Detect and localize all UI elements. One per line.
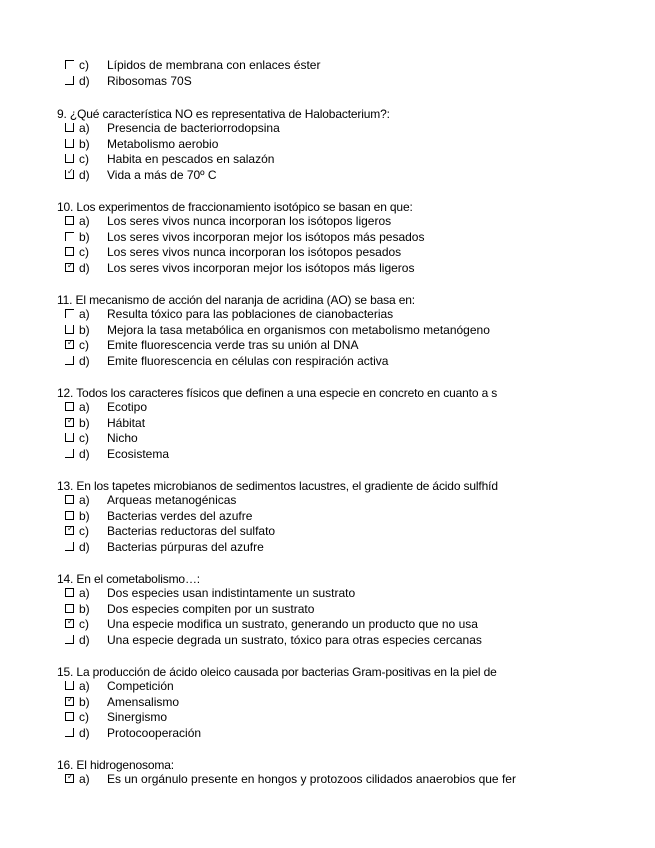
checkbox-icon[interactable] xyxy=(65,635,74,644)
checkmark-icon: ✓ xyxy=(67,166,74,176)
checked-checkbox-icon[interactable] xyxy=(65,340,74,349)
option-row xyxy=(57,726,547,742)
option-letter: d) xyxy=(79,167,90,182)
question-4 xyxy=(57,293,547,369)
checkmark-icon: ✓ xyxy=(67,415,74,425)
option-text: Los seres vivos nunca incorporan los isótopos pesados xyxy=(107,245,402,259)
checkmark-icon: ✓ xyxy=(67,772,74,781)
option-text: Es un orgánulo presente en hongos y protozoos cilidados anaerobios que fer xyxy=(107,772,516,786)
option-letter: c) xyxy=(79,245,89,259)
option-text: Dos especies compiten por un sustrato xyxy=(107,601,315,616)
option-letter: d) xyxy=(79,725,90,740)
option-letter: b) xyxy=(79,694,90,709)
option-row xyxy=(57,261,547,277)
option-row xyxy=(57,416,547,432)
option-text: Sinergismo xyxy=(107,710,168,724)
option-text: Amensalismo xyxy=(107,694,180,709)
option-text: Arqueas metanogénicas xyxy=(107,493,237,507)
option-text: Nicho xyxy=(107,431,138,445)
option-letter: a) xyxy=(79,214,90,228)
question-text: 14. En el cometabolismo…: xyxy=(57,572,200,586)
checked-checkbox-icon[interactable] xyxy=(65,774,74,783)
option-row xyxy=(57,121,547,137)
option-text: Metabolismo aerobio xyxy=(107,136,219,151)
option-row xyxy=(57,509,547,525)
checkbox-icon[interactable] xyxy=(65,123,74,132)
question-text: 16. El hidrogenosoma: xyxy=(57,758,174,772)
checkbox-icon[interactable] xyxy=(65,681,74,690)
option-letter: c) xyxy=(79,617,89,631)
option-letter: d) xyxy=(79,632,90,647)
checkbox-icon[interactable] xyxy=(65,154,74,163)
option-row xyxy=(57,633,547,649)
option-row xyxy=(57,695,547,711)
question-text: 13. En los tapetes microbianos de sedimentos lacustres, el gradiente de ácido sulfhíd xyxy=(57,479,498,493)
option-letter: a) xyxy=(79,400,90,414)
option-row xyxy=(57,710,547,726)
checkbox-icon[interactable] xyxy=(65,216,74,225)
question-6 xyxy=(57,479,547,555)
option-row xyxy=(57,354,547,370)
option-row xyxy=(57,586,547,602)
option-letter: d) xyxy=(79,73,90,88)
option-text: Emite fluorescencia verde tras su unión al DNA xyxy=(107,338,359,352)
option-row xyxy=(57,323,547,339)
option-row xyxy=(57,214,547,230)
option-text: Bacterias reductoras del sulfato xyxy=(107,524,276,538)
option-letter: c) xyxy=(79,58,89,72)
checked-checkbox-icon[interactable] xyxy=(65,415,74,427)
option-letter: a) xyxy=(79,679,90,693)
option-letter: b) xyxy=(79,508,90,523)
option-text: Una especie degrada un sustrato, tóxico para otras especies cercanas xyxy=(107,632,482,647)
option-text: Lípidos de membrana con enlaces éster xyxy=(107,58,321,72)
option-text: Emite fluorescencia en células con respiración activa xyxy=(107,353,389,368)
option-row xyxy=(57,602,547,618)
option-text: Ribosomas 70S xyxy=(107,73,192,88)
option-text: Bacterias púrpuras del azufre xyxy=(107,539,264,554)
checkbox-icon[interactable] xyxy=(65,728,74,737)
checkbox-icon[interactable] xyxy=(65,495,74,504)
option-row xyxy=(57,137,547,153)
option-letter: d) xyxy=(79,539,90,554)
option-row xyxy=(57,245,547,261)
checkbox-icon[interactable] xyxy=(65,232,74,241)
option-text: Ecotipo xyxy=(107,400,148,414)
option-row xyxy=(57,338,547,354)
option-text: Los seres vivos nunca incorporan los isótopos ligeros xyxy=(107,214,392,228)
option-row xyxy=(57,431,547,447)
option-text: Vida a más de 70º C xyxy=(107,167,217,182)
checkmark-icon: ✓ xyxy=(67,617,74,626)
option-letter: a) xyxy=(79,307,90,321)
option-text: Resulta tóxico para las poblaciones de cianobacterias xyxy=(107,307,394,321)
option-text: Mejora la tasa metabólica en organismos con metabolismo metanógeno xyxy=(107,322,490,337)
option-letter: d) xyxy=(79,446,90,461)
checkbox-icon[interactable] xyxy=(65,247,74,256)
option-text: Competición xyxy=(107,679,174,693)
checkbox-icon[interactable] xyxy=(65,309,74,318)
option-letter: b) xyxy=(79,136,90,151)
checkbox-icon[interactable] xyxy=(65,542,74,551)
checkmark-icon: ✓ xyxy=(67,694,74,704)
option-row xyxy=(57,230,547,246)
checkbox-icon[interactable] xyxy=(65,60,74,69)
option-row xyxy=(57,447,547,463)
option-letter: d) xyxy=(79,353,90,368)
option-letter: c) xyxy=(79,710,89,724)
question-text: 10. Los experimentos de fraccionamiento isotópico se basan en que: xyxy=(57,200,413,214)
checkbox-icon[interactable] xyxy=(65,588,74,597)
question-9 xyxy=(57,758,547,788)
checked-checkbox-icon[interactable] xyxy=(65,619,74,628)
question-text: 9. ¿Qué característica NO es representativa de Halobacterium?: xyxy=(57,107,390,121)
checked-checkbox-icon[interactable] xyxy=(65,694,74,706)
option-row xyxy=(57,152,547,168)
option-row xyxy=(57,400,547,416)
checkbox-icon[interactable] xyxy=(65,433,74,442)
checkbox-icon[interactable] xyxy=(65,76,74,85)
checkmark-icon: ✓ xyxy=(67,260,74,270)
option-letter: a) xyxy=(79,772,90,786)
option-letter: a) xyxy=(79,586,90,600)
question-text: 12. Todos los caracteres físicos que definen a una especie en concreto en cuanto a s xyxy=(57,386,498,400)
checkbox-icon[interactable] xyxy=(65,325,74,334)
option-letter: c) xyxy=(79,431,89,445)
option-row xyxy=(57,307,547,323)
checkbox-icon[interactable] xyxy=(65,712,74,721)
checkbox-icon[interactable] xyxy=(65,356,74,365)
question-5 xyxy=(57,386,547,462)
question-2 xyxy=(57,107,547,183)
option-letter: a) xyxy=(79,121,90,135)
option-row xyxy=(57,540,547,556)
option-text: Hábitat xyxy=(107,415,146,430)
option-text: Bacterias verdes del azufre xyxy=(107,508,253,523)
option-letter: b) xyxy=(79,322,90,337)
question-7 xyxy=(57,572,547,648)
question-3 xyxy=(57,200,547,276)
option-text: Los seres vivos incorporan mejor los isótopos más pesados xyxy=(107,229,425,244)
checked-checkbox-icon[interactable] xyxy=(65,166,74,179)
option-text: Habita en pescados en salazón xyxy=(107,152,275,166)
question-8 xyxy=(57,665,547,741)
question-text: 11. El mecanismo de acción del naranja de acridina (AO) se basa en: xyxy=(57,293,415,307)
option-row xyxy=(57,74,547,90)
option-letter: c) xyxy=(79,338,89,352)
option-letter: b) xyxy=(79,601,90,616)
checkbox-icon[interactable] xyxy=(65,139,74,148)
option-letter: c) xyxy=(79,152,89,166)
checkbox-icon[interactable] xyxy=(65,402,74,411)
checkbox-icon[interactable] xyxy=(65,449,74,458)
option-text: Presencia de bacteriorrodopsina xyxy=(107,121,280,135)
option-text: Una especie modifica un sustrato, generando un producto que no usa xyxy=(107,617,478,631)
option-row xyxy=(57,493,547,509)
option-row xyxy=(57,58,547,74)
option-row xyxy=(57,679,547,695)
checkbox-icon[interactable] xyxy=(65,604,74,613)
option-letter: a) xyxy=(79,493,90,507)
option-row xyxy=(57,772,547,788)
option-text: Protocooperación xyxy=(107,725,202,740)
option-row xyxy=(57,168,547,184)
option-row xyxy=(57,524,547,540)
option-text: Dos especies usan indistintamente un sustrato xyxy=(107,586,356,600)
option-letter: b) xyxy=(79,415,90,430)
option-text: Los seres vivos incorporan mejor los isótopos más ligeros xyxy=(107,260,415,275)
option-row xyxy=(57,617,547,633)
checked-checkbox-icon[interactable] xyxy=(65,260,74,272)
option-letter: b) xyxy=(79,229,90,244)
question-text: 15. La producción de ácido oleico causada por bacterias Gram-positivas en la piel de xyxy=(57,665,497,679)
option-text: Ecosistema xyxy=(107,446,170,461)
question-1 xyxy=(57,58,547,89)
option-letter: d) xyxy=(79,260,90,275)
option-letter: c) xyxy=(79,524,89,538)
checkbox-icon[interactable] xyxy=(65,511,74,520)
checked-checkbox-icon[interactable] xyxy=(65,526,74,535)
checkmark-icon: ✓ xyxy=(67,524,74,533)
checkmark-icon: ✓ xyxy=(67,338,74,347)
